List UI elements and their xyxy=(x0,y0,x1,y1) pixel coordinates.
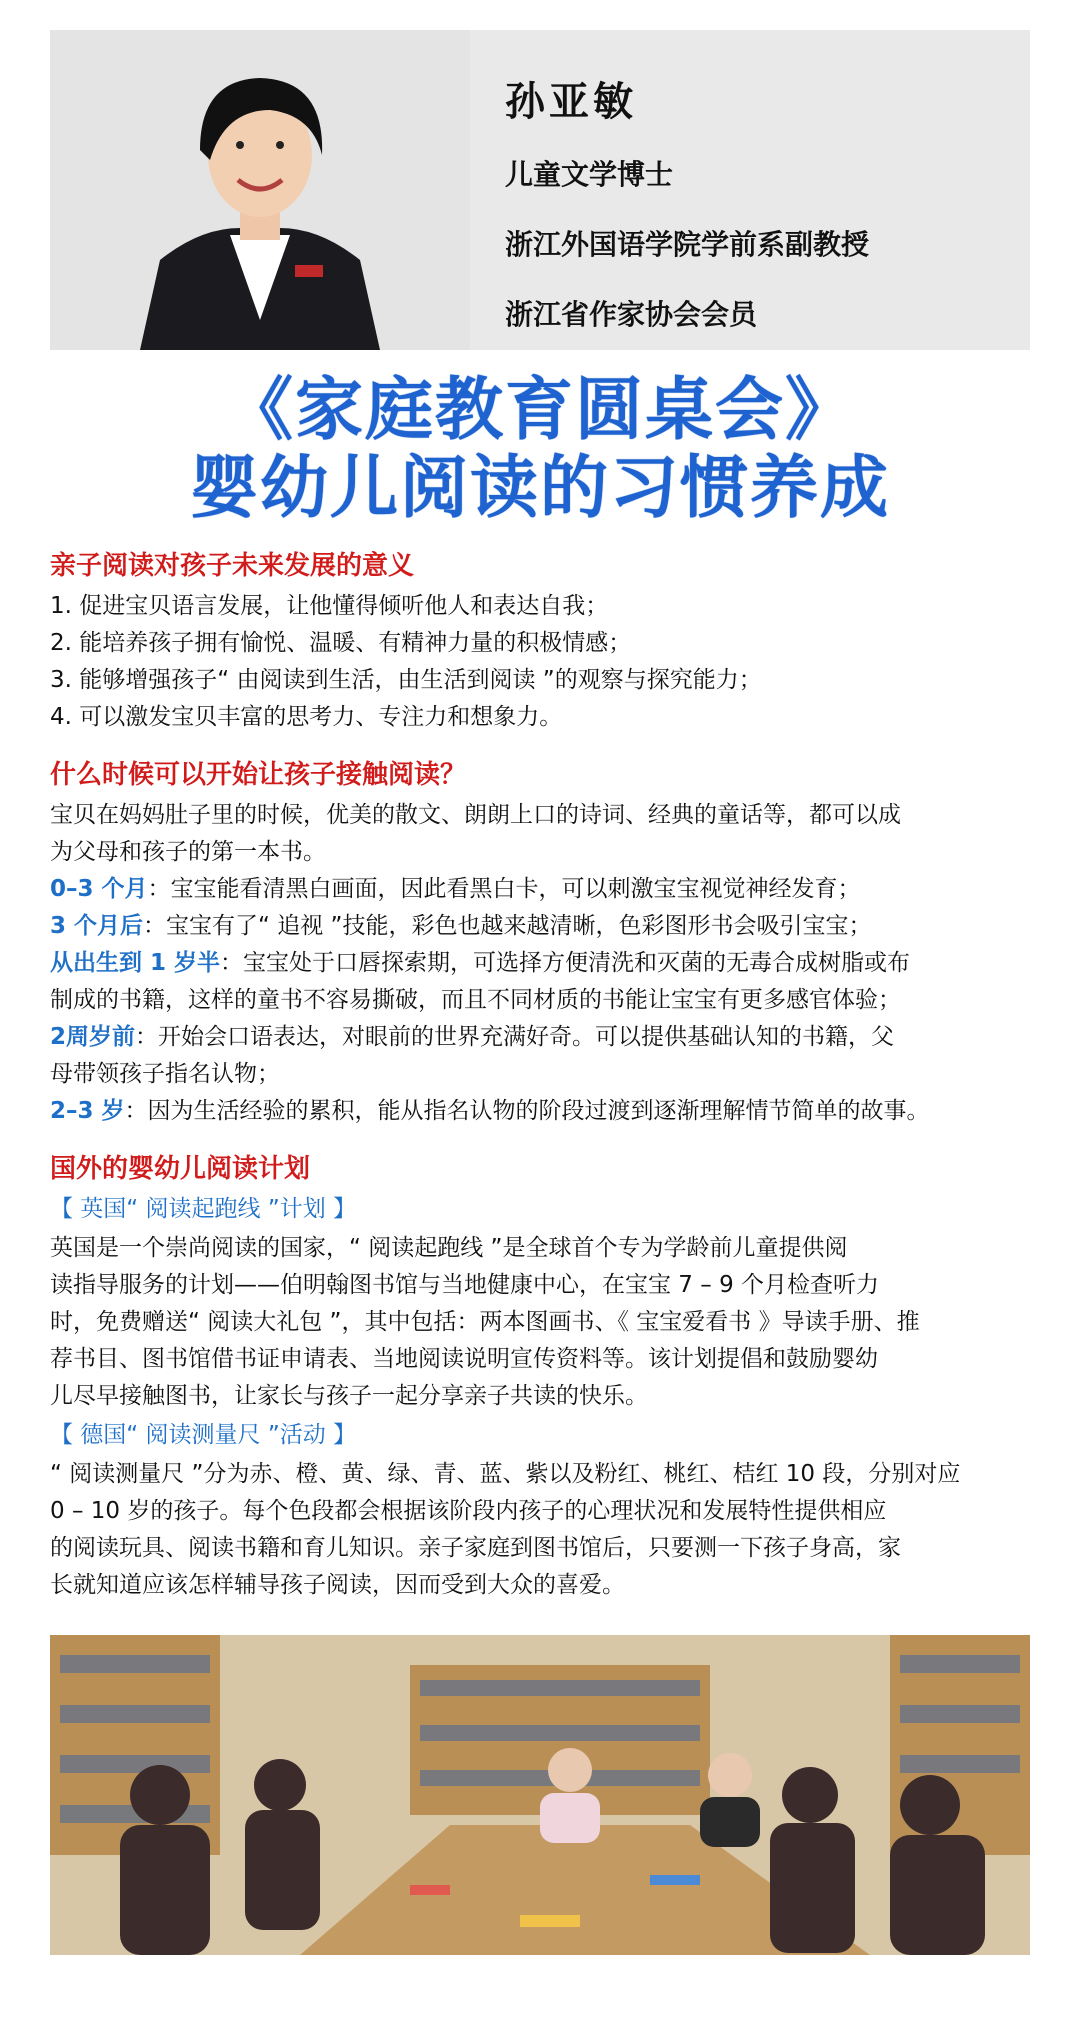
stage-label: 2–3 岁 xyxy=(50,1098,125,1124)
speaker-title-3: 浙江省作家协会会员 xyxy=(505,298,758,331)
stage-text: 母带领孩子指名认物； xyxy=(50,1061,280,1087)
section-heading-when: 什么时候可以开始让孩子接触阅读？ xyxy=(50,760,467,790)
stage-text: ：宝宝有了“ 追视 ”技能，彩色也越来越清晰，色彩图形书会吸引宝宝； xyxy=(143,913,872,939)
stage-line xyxy=(50,1093,1040,1130)
roundtable-photo xyxy=(50,1635,1030,1955)
section-heading-significance: 亲子阅读对孩子未来发展的意义 xyxy=(50,551,415,581)
paragraph-line: 荐书目、图书馆借书证申请表、当地阅读说明宣传资料等。该计划提倡和鼓励婴幼 xyxy=(50,1346,878,1372)
stage-text: ：宝宝处于口唇探索期，可选择方便清洗和灭菌的无毒合成树脂或布 xyxy=(220,950,911,976)
stage-line xyxy=(50,982,1040,1019)
stage-text: ：开始会口语表达，对眼前的世界充满好奇。可以提供基础认知的书籍，父 xyxy=(135,1024,895,1050)
stage-text: ：宝宝能看清黑白画面，因此看黑白卡，可以刺激宝宝视觉神经发育； xyxy=(147,876,861,902)
library-scene-illustration xyxy=(50,1635,1030,1955)
event-title-line-2: 婴幼儿阅读的习惯养成 xyxy=(189,449,890,528)
event-title-line-1: 《家庭教育圆桌会》 xyxy=(224,371,855,450)
stage-line xyxy=(50,908,1040,945)
stage-label: 从出生到 1 岁半 xyxy=(50,950,221,976)
paragraph-line: 读指导服务的计划——伯明翰图书馆与当地健康中心，在宝宝 7 – 9 个月检查听力 xyxy=(50,1272,880,1298)
section-heading-abroad: 国外的婴幼儿阅读计划 xyxy=(50,1154,311,1184)
stage-line xyxy=(50,871,1040,908)
paragraph-line: 宝贝在妈妈肚子里的时候，优美的散文、朗朗上口的诗词、经典的童话等，都可以成 xyxy=(50,802,901,828)
paragraph-line: 0 – 10 岁的孩子。每个色段都会根据该阶段内孩子的心理状况和发展特性提供相应 xyxy=(50,1498,887,1524)
portrait-illustration xyxy=(50,30,470,350)
article-body xyxy=(50,545,1040,1604)
list-item: 1. 促进宝贝语言发展，让他懂得倾听他人和表达自我； xyxy=(50,593,609,619)
stage-text: ：因为生活经验的累积，能从指名认物的阶段过渡到逐渐理解情节简单的故事。 xyxy=(124,1098,930,1124)
list-item: 2. 能培养孩子拥有愉悦、温暖、有精神力量的积极情感； xyxy=(50,630,632,656)
speaker-info xyxy=(505,70,1010,363)
paragraph-line: 的阅读玩具、阅读书籍和育儿知识。亲子家庭到图书馆后，只要测一下孩子身高，家 xyxy=(50,1535,901,1561)
stage-line xyxy=(50,1019,1040,1056)
stage-label: 0–3 个月 xyxy=(50,876,148,902)
paragraph-line: 为父母和孩子的第一本书。 xyxy=(50,839,326,865)
event-title xyxy=(0,372,1080,528)
speaker-card xyxy=(50,30,1030,350)
speaker-title-2: 浙江外国语学院学前系副教授 xyxy=(505,228,870,261)
uk-program-title: 【 英国“ 阅读起跑线 ”计划 】 xyxy=(50,1196,357,1222)
list-item: 3. 能够增强孩子“ 由阅读到生活，由生活到阅读 ”的观察与探究能力； xyxy=(50,667,762,693)
speaker-portrait xyxy=(50,30,470,350)
germany-program-title: 【 德国“ 阅读测量尺 ”活动 】 xyxy=(50,1422,357,1448)
list-item: 4. 可以激发宝贝丰富的思考力、专注力和想象力。 xyxy=(50,704,563,730)
stage-line xyxy=(50,1056,1040,1093)
stage-text: 制成的书籍，这样的童书不容易撕破，而且不同材质的书能让宝宝有更多感官体验； xyxy=(50,987,901,1013)
paragraph-line: 时，免费赠送“ 阅读大礼包 ”，其中包括：两本图画书、《 宝宝爱看书 》导读手册、推 xyxy=(50,1309,920,1335)
paragraph-line: 儿尽早接触图书，让家长与孩子一起分享亲子共读的快乐。 xyxy=(50,1383,648,1409)
stage-line xyxy=(50,945,1040,982)
speaker-title-1: 儿童文学博士 xyxy=(505,158,674,191)
stage-label: 3 个月后 xyxy=(50,913,144,939)
speaker-name: 孙亚敏 xyxy=(505,79,637,125)
stage-label: 2周岁前 xyxy=(50,1024,136,1050)
paragraph-line: 长就知道应该怎样辅导孩子阅读，因而受到大众的喜爱。 xyxy=(50,1572,625,1598)
paragraph-line: 英国是一个崇尚阅读的国家，“ 阅读起跑线 ”是全球首个专为学龄前儿童提供阅 xyxy=(50,1235,848,1261)
paragraph-line: “ 阅读测量尺 ”分为赤、橙、黄、绿、青、蓝、紫以及粉红、桃红、桔红 10 段，分别对应 xyxy=(50,1461,961,1487)
